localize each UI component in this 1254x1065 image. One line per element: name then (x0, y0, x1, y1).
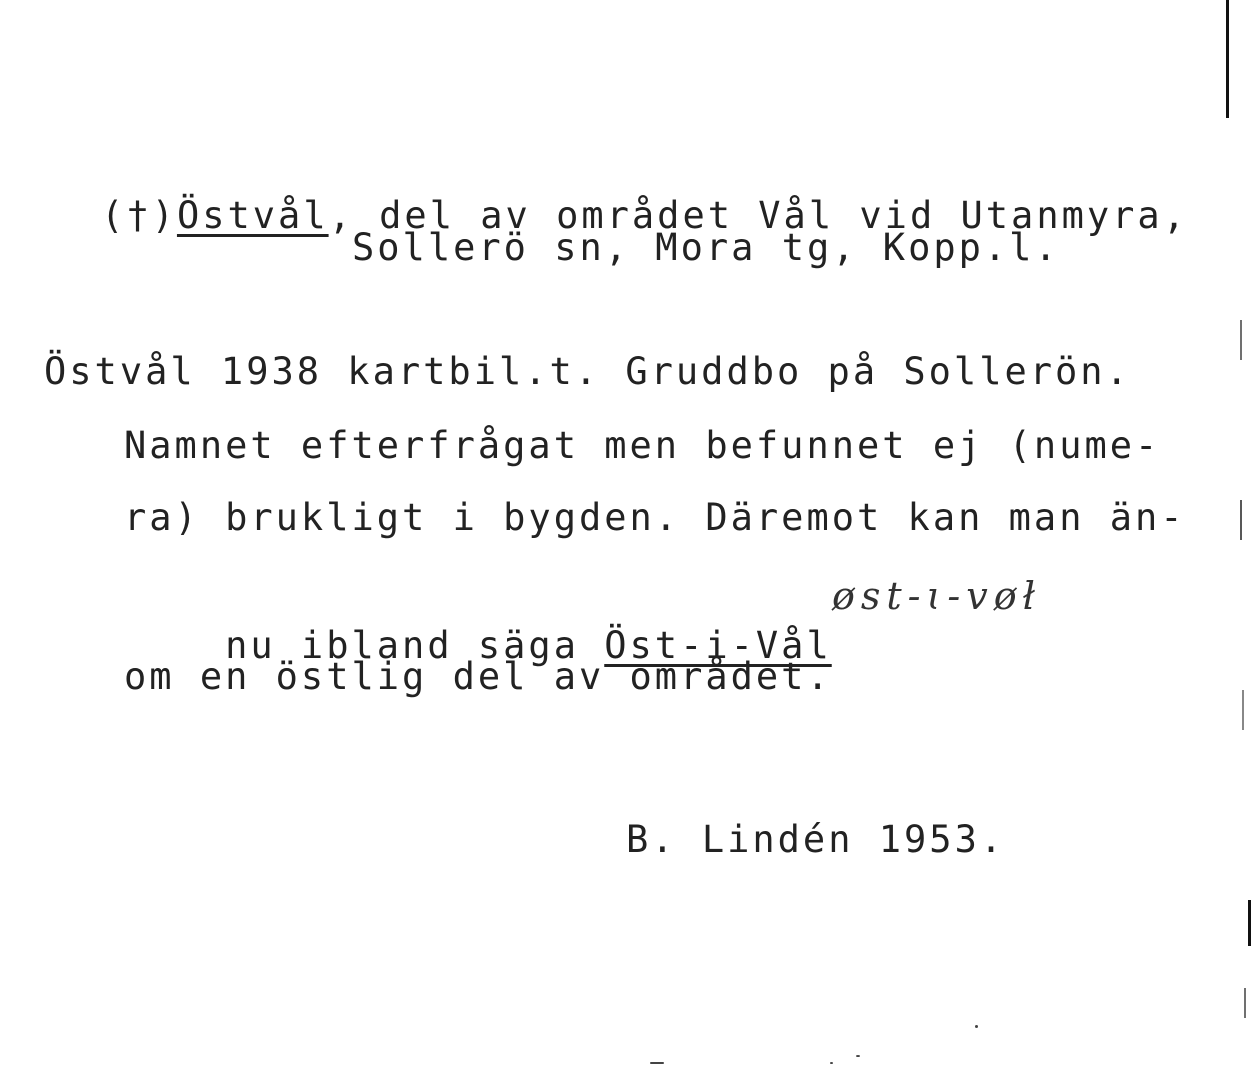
body-line-4-text: nu ibland säga (225, 624, 605, 667)
body-line-2: Namnet efterfrågat men befunnet ej (nume- (124, 424, 1161, 467)
scan-speck (975, 1025, 978, 1028)
right-edge-mark (1244, 988, 1246, 1018)
heading-description: , del av området Vål vid Utanmyra, (328, 194, 1188, 237)
right-edge-mark (1240, 500, 1242, 540)
heading-line-2: Sollerö sn, Mora tg, Kopp.l. (352, 226, 1060, 269)
phonetic-transcription: øst-ɩ-vøł (832, 574, 1041, 618)
signature: B. Lindén 1953. (626, 818, 1006, 861)
right-edge-line (1226, 0, 1229, 118)
scan-speck (830, 1062, 833, 1064)
scan-speck (856, 1055, 860, 1057)
right-edge-mark (1240, 320, 1242, 360)
body-line-1: Östvål 1938 kartbil.t. Gruddbo på Sollerön. (44, 350, 1131, 393)
body-line-3: ra) brukligt i bygden. Däremot kan man än- (124, 496, 1186, 539)
dialect-name: Öst-i-Vål (604, 624, 832, 667)
right-edge-mark (1242, 690, 1244, 730)
place-name-heading: Östvål (176, 194, 329, 237)
body-line-5: om en östlig del av området. (124, 655, 832, 698)
scan-speck (650, 1062, 664, 1064)
uncertainty-mark: (†) (101, 194, 177, 237)
right-edge-line (1248, 900, 1251, 946)
